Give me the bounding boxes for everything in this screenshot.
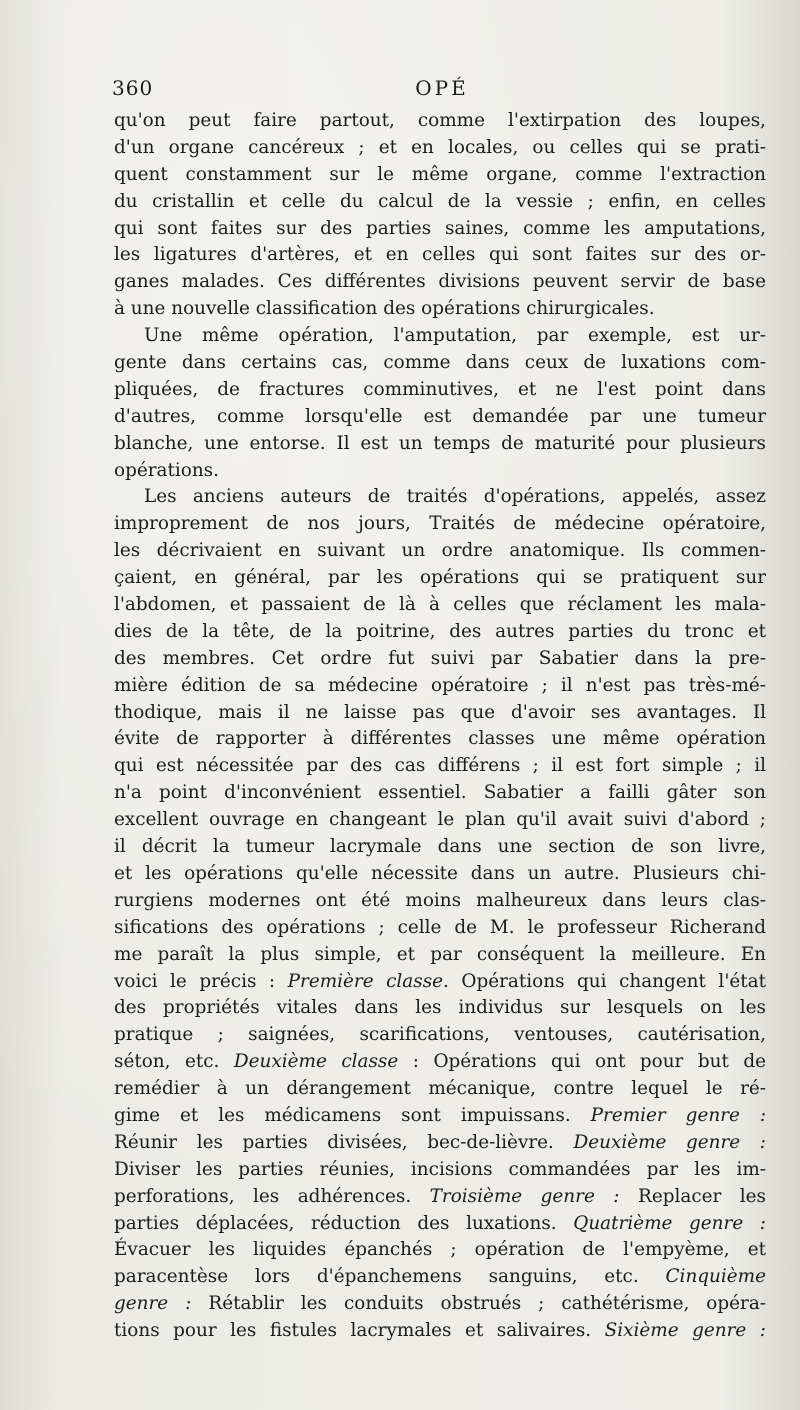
text-line — [114, 807, 766, 834]
text-segment: du cristallin et celle du calcul de la vessie ; enfin, en celles — [114, 190, 766, 212]
text-segment: et les opérations qu'elle nécessite dans un autre. Plusieurs chi- — [114, 862, 766, 884]
text-segment: d'un organe cancéreux ; et en locales, ou celles qui se prati- — [114, 136, 766, 158]
text-segment: parties déplacées, réduction des luxations. — [114, 1212, 574, 1234]
text-line — [114, 135, 766, 162]
text-line — [114, 969, 766, 996]
text-segment: les ligatures d'artères, et en celles qui sont faites sur des or- — [114, 244, 766, 266]
text-segment: des membres. Cet ordre fut suivi par Sabatier dans la pre- — [114, 647, 766, 669]
running-head: OPÉ — [415, 76, 469, 100]
text-line — [114, 431, 766, 458]
text-segment: thodique, mais il ne laisse pas que d'avoir ses avantages. Il — [114, 701, 766, 723]
italic-text: Deuxième classe — [233, 1051, 399, 1073]
text-segment: Les anciens auteurs de traités d'opérations, appelés, assez — [144, 486, 766, 508]
text-segment: Opérations qui changent l'état — [448, 970, 766, 992]
text-line — [114, 189, 766, 216]
text-line — [114, 1318, 766, 1345]
text-line — [114, 1022, 766, 1049]
text-segment: l'abdomen, et passaient de là à celles que réclament les mala- — [114, 594, 766, 616]
text-segment: çaient, en général, par les opérations qui se pratiquent sur — [114, 567, 766, 589]
text-line — [114, 619, 766, 646]
text-segment: Diviser les parties réunies, incisions commandées par les im- — [114, 1158, 766, 1180]
text-line — [114, 216, 766, 243]
text-line — [114, 323, 766, 350]
text-segment: Rétablir les conduits obstrués ; cathétérisme, opéra- — [191, 1293, 766, 1315]
text-segment: qui sont faites sur des parties saines, comme les amputations, — [114, 217, 766, 239]
italic-text: Troisième genre : — [429, 1185, 620, 1207]
text-line — [114, 1103, 766, 1130]
text-segment: des propriétés vitales dans les individus sur lesquels on les — [114, 997, 766, 1019]
text-segment: sifications des opérations ; celle de M. le professeur Richerand — [114, 916, 766, 938]
text-segment: dies de la tête, de la poitrine, des autres parties du tronc et — [114, 620, 766, 642]
text-line — [114, 565, 766, 592]
text-segment: qu'on peut faire partout, comme l'extirpation des loupes, — [114, 110, 766, 131]
text-segment: paracentèse lors d'épanchemens sanguins, etc. — [114, 1266, 666, 1288]
text-line — [114, 942, 766, 969]
text-line — [114, 753, 766, 780]
text-segment: à une nouvelle classification des opérations chirurgicales. — [114, 298, 655, 320]
text-segment: qui est nécessitée par des cas différens ; il est fort simple ; il — [114, 755, 766, 777]
text-line — [114, 162, 766, 189]
text-line — [114, 780, 766, 807]
text-segment: me paraît la plus simple, et par conséquent la meilleure. En — [114, 943, 766, 965]
text-segment: voici le précis : — [114, 970, 288, 992]
text-segment: ganes malades. Ces différentes divisions peuvent servir de base — [114, 271, 766, 293]
text-line — [114, 1184, 766, 1211]
text-line — [114, 269, 766, 296]
text-line — [114, 1076, 766, 1103]
text-line — [114, 1291, 766, 1318]
italic-text: Deuxième genre : — [573, 1131, 766, 1153]
page-number: 360 — [112, 76, 154, 100]
text-segment: pratique ; saignées, scarifications, ventouses, cautérisation, — [114, 1024, 766, 1046]
text-segment: mière édition de sa médecine opératoire ; il n'est pas très-mé- — [114, 674, 766, 696]
text-segment: tions pour les fistules lacrymales et salivaires. — [114, 1320, 605, 1342]
text-segment: Replacer les — [619, 1185, 766, 1207]
text-line — [114, 888, 766, 915]
text-segment: gente dans certains cas, comme dans ceux de luxations com- — [114, 352, 766, 374]
text-line — [114, 834, 766, 861]
text-segment: perforations, les adhérences. — [114, 1185, 430, 1207]
text-line — [114, 108, 766, 135]
text-segment: remédier à un dérangement mécanique, contre lequel le ré- — [114, 1078, 766, 1100]
text-line — [114, 646, 766, 673]
text-line — [114, 484, 766, 511]
italic-text: Quatrième genre : — [573, 1212, 766, 1234]
text-line — [114, 995, 766, 1022]
text-segment: séton, etc. — [114, 1051, 234, 1073]
text-segment: excellent ouvrage en changeant le plan qu'il avait suivi d'abord ; — [114, 809, 766, 831]
text-segment: improprement de nos jours, Traités de médecine opératoire, — [114, 513, 766, 535]
text-line — [114, 861, 766, 888]
text-line — [114, 242, 766, 269]
text-segment: opérations. — [114, 459, 219, 481]
italic-text: Première classe. — [287, 970, 449, 992]
text-line — [114, 350, 766, 377]
text-segment: il décrit la tumeur lacrymale dans une section de son livre, — [114, 836, 766, 858]
text-segment: rurgiens modernes ont été moins malheureux dans leurs clas- — [114, 889, 766, 911]
text-segment: : Opérations qui ont pour but de — [398, 1051, 766, 1073]
italic-text: genre : — [114, 1293, 192, 1315]
text-segment: blanche, une entorse. Il est un temps de maturité pour plusieurs — [114, 432, 766, 454]
text-line — [114, 700, 766, 727]
text-line — [114, 538, 766, 565]
page-header — [112, 76, 772, 100]
body-text — [114, 108, 766, 1345]
text-line — [114, 1237, 766, 1264]
text-line — [114, 458, 766, 485]
text-line — [114, 1130, 766, 1157]
text-segment: pliquées, de fractures comminutives, et ne l'est point dans — [114, 378, 766, 400]
text-segment: Une même opération, l'amputation, par exemple, est ur- — [144, 325, 766, 347]
text-segment: n'a point d'inconvénient essentiel. Sabatier a failli gâter son — [114, 782, 766, 804]
text-line — [114, 296, 766, 323]
text-line — [114, 404, 766, 431]
text-segment: gime et les médicamens sont impuissans. — [114, 1104, 591, 1126]
text-line — [114, 592, 766, 619]
text-segment: Évacuer les liquides épanchés ; opération de l'empyème, et — [114, 1239, 766, 1261]
text-line — [114, 673, 766, 700]
italic-text: Sixième genre : — [604, 1320, 766, 1342]
text-line — [114, 511, 766, 538]
text-line — [114, 1157, 766, 1184]
text-segment: quent constamment sur le même organe, comme l'extraction — [114, 163, 766, 185]
text-line — [114, 1211, 766, 1238]
text-line — [114, 915, 766, 942]
text-line — [114, 726, 766, 753]
text-segment: évite de rapporter à différentes classes une même opération — [114, 728, 766, 750]
text-line — [114, 1264, 766, 1291]
text-line — [114, 377, 766, 404]
text-segment: d'autres, comme lorsqu'elle est demandée par une tumeur — [114, 405, 766, 427]
text-segment: les décrivaient en suivant un ordre anatomique. Ils commen- — [114, 540, 766, 562]
text-line — [114, 1049, 766, 1076]
italic-text: Premier genre : — [590, 1104, 766, 1126]
italic-text: Cinquième — [665, 1266, 766, 1288]
text-segment: Réunir les parties divisées, bec-de-lièvre. — [114, 1131, 574, 1153]
